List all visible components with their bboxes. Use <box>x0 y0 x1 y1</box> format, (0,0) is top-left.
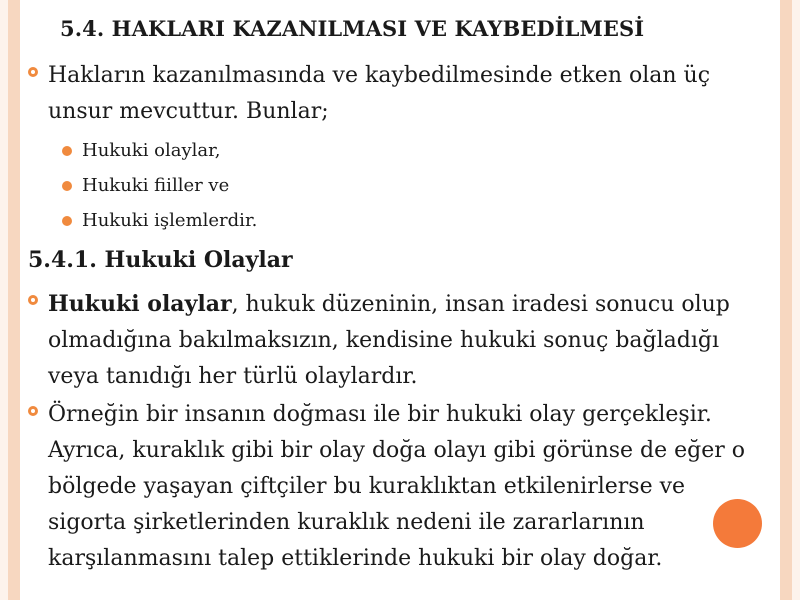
solid-bullet-icon <box>62 146 72 156</box>
definition-body: , hukuk düzeninin, insan iradesi sonucu olup olmadığına bakılmaksızın, kendisine hukuki sonuç bağladığı veya tanıdığı her türlü olaylardır. <box>48 292 730 389</box>
subitem-text: Hukuki fiiller ve <box>82 175 230 196</box>
decorative-circle <box>713 499 762 548</box>
example-bullet <box>28 397 748 577</box>
example-text: Örneğin bir insanın doğması ile bir hukuki olay gerçekleşir. Ayrıca, kuraklık gibi bir olay doğa olayı gibi görünse de eğer o bölgede yaşayan çiftçiler bu kuraklıktan etkilenirlerse ve sigorta şirketlerinden kuraklık nedeni ile zararlarının karşılanmasını talep ettiklerinde hukuki bir olay doğar. <box>48 402 746 571</box>
intro-text: Hakların kazanılmasında ve kaybedilmesinde etken olan üç unsur mevcuttur. Bunlar; <box>48 63 711 124</box>
hollow-bullet-icon <box>28 67 38 77</box>
subitem-2 <box>62 175 229 197</box>
solid-bullet-icon <box>62 181 72 191</box>
slide-border-left <box>8 0 20 600</box>
solid-bullet-icon <box>62 216 72 226</box>
definition-bullet <box>28 286 768 395</box>
intro-bullet <box>28 58 768 130</box>
subitem-3 <box>62 210 257 232</box>
definition-term: Hukuki olaylar <box>48 291 232 317</box>
subitem-text: Hukuki işlemlerdir. <box>82 210 258 231</box>
section-heading: 5.4.1. Hukuki Olaylar <box>28 247 293 273</box>
slide-border-right <box>780 0 792 600</box>
slide-title: 5.4. HAKLARI KAZANILMASI VE KAYBEDİLMESİ <box>60 16 645 41</box>
hollow-bullet-icon <box>28 406 38 416</box>
subitem-1 <box>62 140 221 162</box>
subitem-text: Hukuki olaylar, <box>82 140 221 161</box>
hollow-bullet-icon <box>28 295 38 305</box>
definition-text <box>48 286 768 395</box>
